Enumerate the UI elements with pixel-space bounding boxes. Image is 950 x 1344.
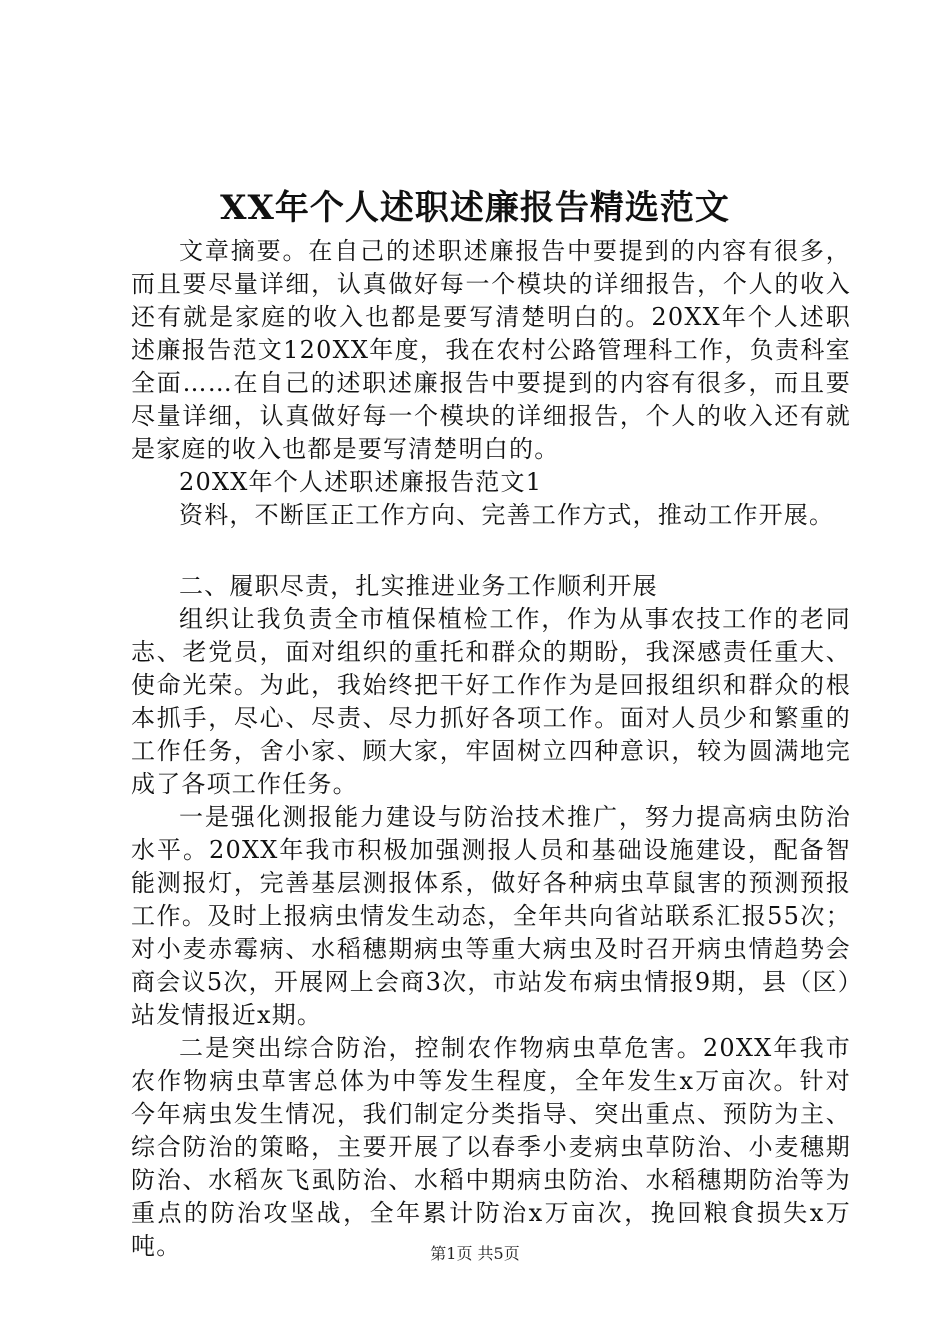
document-body [131,235,851,1263]
body-paragraph: 一是强化测报能力建设与防治技术推广，努力提高病虫防治水平。20XX年我市积极加强测报人员和基础设施建设，配备智能测报灯，完善基层测报体系，做好各种病虫草鼠害的预测预报工作。及时上报病虫情发生动态，全年共向省站联系汇报55次；对小麦赤霉病、水稻穗期病虫等重大病虫及时召开病虫情趋势会商会议5次，开展网上会商3次，市站发布病虫情报9期，县（区）站发情报近x期。 [131,803,851,1029]
subheading-sample: 20XX年个人述职述廉报告范文1 [179,468,543,496]
paragraph-spacer [131,532,851,570]
section-heading: 二、履职尽责，扎实推进业务工作顺利开展 [179,572,658,600]
page-footer: 第1页 共5页 [430,1244,520,1263]
body-paragraph: 资料，不断匡正工作方向、完善工作方式，推动工作开展。 [179,501,835,529]
body-paragraph: 组织让我负责全市植保植检工作，作为从事农技工作的老同志、老党员，面对组织的重托和群众的期盼，我深感责任重大、使命光荣。为此，我始终把干好工作作为是回报组织和群众的根本抓手，尽心、尽责、尽力抓好各项工作。面对人员少和繁重的工作任务，舍小家、顾大家，牢固树立四种意识，较为圆满地完成了各项工作任务。 [131,605,851,798]
page-title: XX年个人述职述廉报告精选范文 [220,188,730,228]
body-paragraph: 二是突出综合防治，控制农作物病虫草危害。20XX年我市农作物病虫草害总体为中等发生程度，全年发生x万亩次。针对今年病虫发生情况，我们制定分类指导、突出重点、预防为主、综合防治的策略，主要开展了以春季小麦病虫草防治、小麦穗期防治、水稻灰飞虱防治、水稻中期病虫防治、水稻穗期防治等为重点的防治攻坚战，全年累计防治x万亩次，挽回粮食损失x万吨。 [131,1034,851,1260]
abstract-paragraph: 文章摘要。在自己的述职述廉报告中要提到的内容有很多，而且要尽量详细，认真做好每一个模块的详细报告，个人的收入还有就是家庭的收入也都是要写清楚明白的。20XX年个人述职述廉报告范文120XX年度，我在农村公路管理科工作，负责科室全面……在自己的述职述廉报告中要提到的内容有很多，而且要尽量详细，认真做好每一个模块的详细报告，个人的收入还有就是家庭的收入也都是要写清楚明白的。 [131,237,851,463]
